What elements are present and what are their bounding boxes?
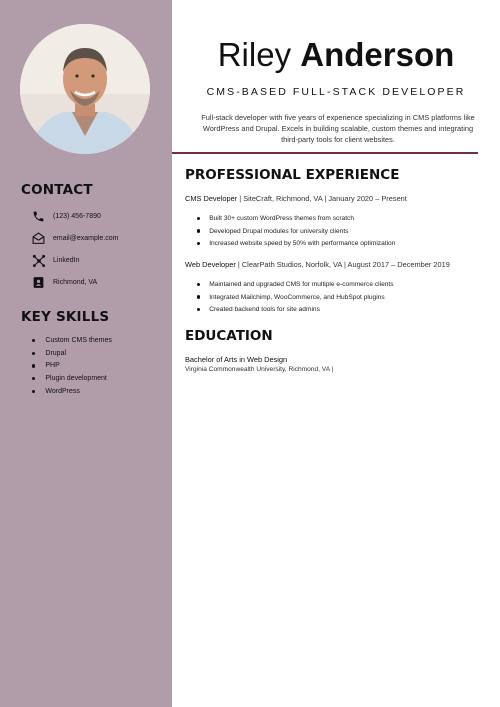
- contact-phone: [31, 209, 101, 224]
- contact-heading: CONTACT: [21, 182, 93, 198]
- first-name: Riley: [217, 36, 292, 73]
- education-heading: EDUCATION: [185, 328, 273, 344]
- skill-item: WordPress: [32, 385, 112, 398]
- job-role: CMS Developer: [185, 194, 238, 203]
- school: Virginia Commonwealth University, Richmond, VA |: [185, 366, 334, 373]
- job-bullet: Built 30+ custom WordPress themes from scratch: [197, 212, 395, 225]
- job-title: CMS-BASED FULL-STACK DEVELOPER: [206, 86, 466, 98]
- email-icon: [31, 231, 46, 246]
- skill-item: Plugin development: [32, 372, 112, 385]
- job-bullet: Integrated Mailchimp, WooCommerce, and HubSpot plugins: [197, 291, 394, 304]
- job-bullet: Developed Drupal modules for university clients: [197, 225, 395, 238]
- contact-email[interactable]: [31, 231, 118, 246]
- job-bullet: Created backend tools for site admins: [197, 303, 394, 316]
- job-entry-2: [185, 260, 450, 269]
- skills-list: [32, 334, 112, 398]
- skills-heading: KEY SKILLS: [21, 309, 110, 325]
- job-2-bullets: [197, 278, 394, 316]
- location-icon: [31, 275, 46, 290]
- contact-location-text: Richmond, VA: [53, 279, 98, 286]
- skill-item: PHP: [32, 360, 112, 373]
- job-role: Web Developer: [185, 260, 236, 269]
- job-meta: | ClearPath Studios, Norfolk, VA | August 2017 – December 2019: [235, 260, 450, 269]
- degree: Bachelor of Arts in Web Design: [185, 355, 288, 364]
- contact-linkedin-text[interactable]: LinkedIn: [53, 257, 80, 264]
- job-meta: | SiteCraft, Richmond, VA | January 2020 – Present: [237, 194, 407, 203]
- profile-summary: Full-stack developer with five years of experience specializing in CMS platforms like WordPress and Drupal. Excels in building scalable, custom themes and integrating third-party tools for client websites.: [201, 113, 475, 144]
- profile-photo: [20, 24, 150, 154]
- linkedin-icon: [31, 253, 46, 268]
- contact-phone-text: (123) 456-7890: [53, 213, 101, 220]
- candidate-name: [172, 38, 500, 71]
- skill-item: Custom CMS themes: [32, 334, 112, 347]
- job-1-bullets: [197, 212, 395, 250]
- header-divider: [172, 152, 478, 154]
- job-entry-1: [185, 194, 407, 203]
- contact-email-text[interactable]: email@example.com: [53, 235, 119, 242]
- contact-linkedin[interactable]: [31, 253, 79, 268]
- last-name: Anderson: [300, 36, 455, 73]
- experience-heading: PROFESSIONAL EXPERIENCE: [185, 167, 400, 183]
- skill-item: Drupal: [32, 347, 112, 360]
- phone-icon: [31, 209, 46, 224]
- job-bullet: Increased website speed by 50% with performance optimization: [197, 237, 395, 250]
- contact-location: [31, 275, 97, 290]
- job-bullet: Maintained and upgraded CMS for multiple e-commerce clients: [197, 278, 394, 291]
